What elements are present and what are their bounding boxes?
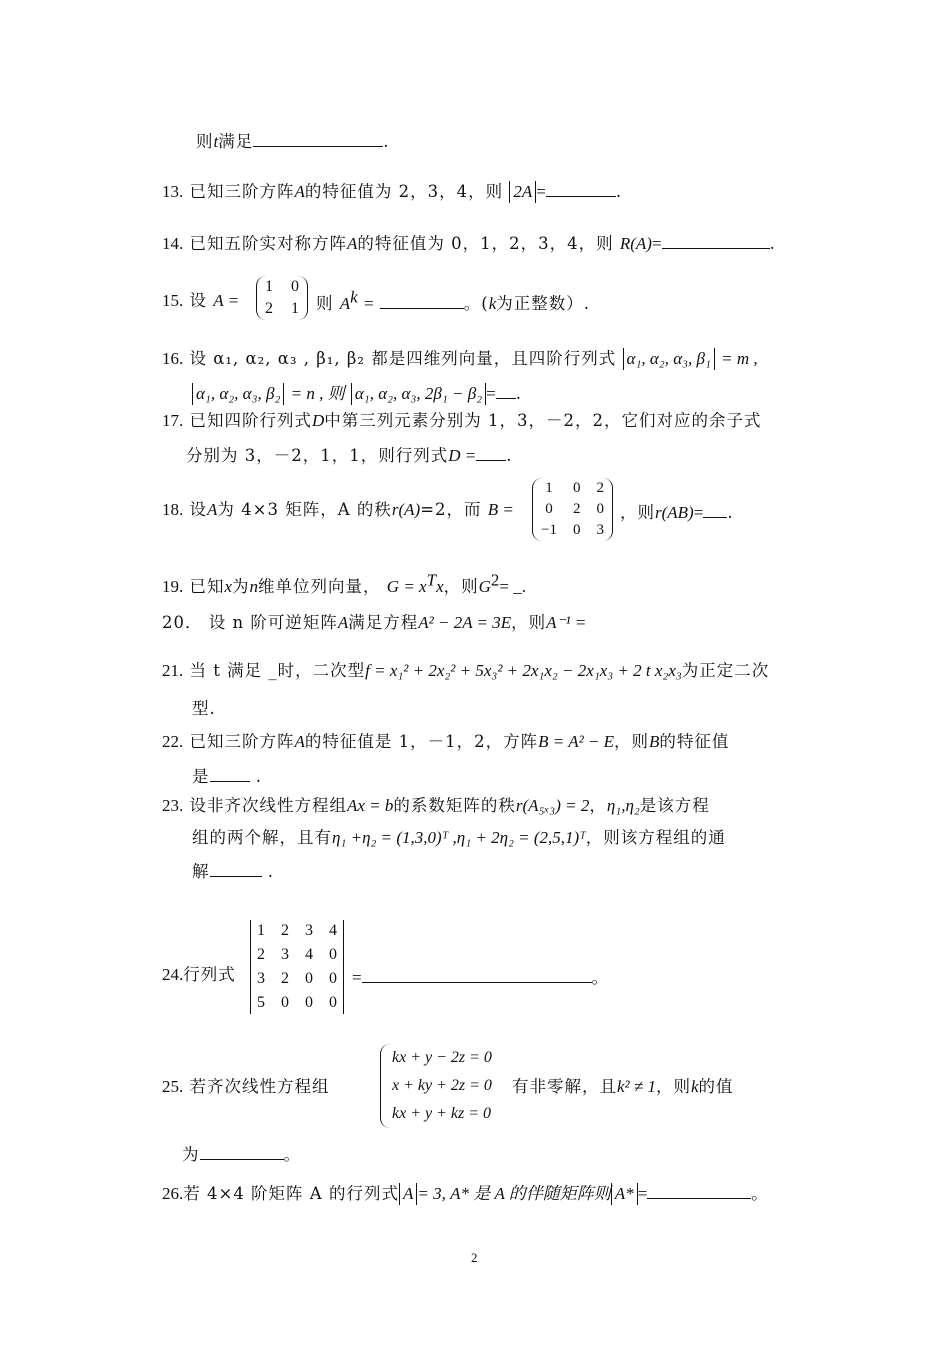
answer-blank [210,763,250,782]
question-24: 24.行列式 [162,965,236,984]
question-19: 19. 已知x为n维单位列向量， $G = x^Tx$，则$G^2=$ _. [162,570,526,596]
question-17-line2: 分别为 3，－2，1，1，则行列式D = . [186,442,513,467]
answer-blank [703,499,727,518]
question-18: 18. 设A为 4×3 矩阵，A 的秩r(A)=2，而 B = [162,500,514,519]
answer-blank [647,1180,751,1199]
question-22: 22. 已知三阶方阵A的特征值是 1，－1，2，方阵B = A² − E，则B的特征值 [162,732,730,751]
answer-blank [200,1141,284,1160]
answer-blank [476,442,506,461]
answer-blank [496,380,516,399]
question-14: 14. 已知五阶实对称方阵A的特征值为 0，1，2，3，4，则 R(A)= . [162,230,776,255]
question-15-tail: 则 $A^k$ = 。(k为正整数）. [316,287,591,313]
answer-blank [210,858,262,877]
question-22-line2: 是 . [192,763,262,788]
question-25-tail: 有非零解，且k² ≠ 1，则k的值 [512,1077,734,1096]
q12-tail: 则t满足 . [196,128,389,153]
page-number: 2 [471,1250,478,1265]
question-25-line2: 为 。 [182,1141,301,1166]
question-26: 26.若 4×4 阶矩阵 A 的行列式 A = 3, A* 是 A 的伴随矩阵则 A* = 。 [162,1180,769,1205]
matrix-q15: 1 0 2 1 [256,276,308,320]
answer-blank [662,230,770,249]
answer-blank [253,128,383,147]
determinant-q24: 1 2 3 4 2 3 4 0 3 2 0 0 5 0 0 0 [250,920,344,1014]
answer-blank [362,964,592,983]
equation-system-q25: kx + y − 2z = 0 x + ky + 2z = 0 kx + y + kz = 0 [380,1044,492,1128]
question-20: 20． 设 n 阶可逆矩阵A满足方程A² − 2A = 3E，则A⁻¹ = [162,613,587,632]
question-15: 15. 设 A = [162,291,240,310]
question-13: 13. 已知三阶方阵A的特征值为 2，3，4，则 2A = . [162,178,622,203]
question-17: 17. 已知四阶行列式D中第三列元素分别为 1，3，－2，2，它们对应的余子式 [162,411,762,430]
answer-blank [546,178,616,197]
question-16: 16. 设 α₁, α₂, α₃ , β₁, β₂ 都是四维列向量，且四阶行列式 α₁, α₂, α₃, β₁ = m , [162,349,758,368]
question-18-tail: ，则r(AB)= . [620,499,734,524]
question-23-line3: 解 . [192,858,274,883]
question-25: 25. 若齐次线性方程组 [162,1077,330,1096]
question-21-line2: 型. [192,699,216,718]
question-23: 23. 设非齐次线性方程组Ax = b的系数矩阵的秩r(A₅ₓ₃) = 2，η₁,η₂是该方程 [162,796,710,815]
question-24-tail: = 。 [352,964,609,989]
question-23-line2: 组的两个解，且有η₁ +η₂ = (1,3,0)ᵀ ,η₁ + 2η₂ = (2,5,1)ᵀ，则该方程组的通 [192,828,726,847]
question-21: 21. 当 t 满足 _时，二次型f = x₁² + 2x₂² + 5x₃² + 2x₁x₂ − 2x₁x₃ + 2 t x₂x₃为正定二次 [162,661,770,680]
answer-blank [380,290,464,309]
matrix-q18: 1 0 2 0 2 0 −1 0 3 [532,478,613,541]
question-16-line2: α₁, α₂, α₃, β₂ = n , 则 α₁, α₂, α₃, 2β₁ − β₂ = . [192,380,522,405]
left-brace [380,1044,391,1128]
